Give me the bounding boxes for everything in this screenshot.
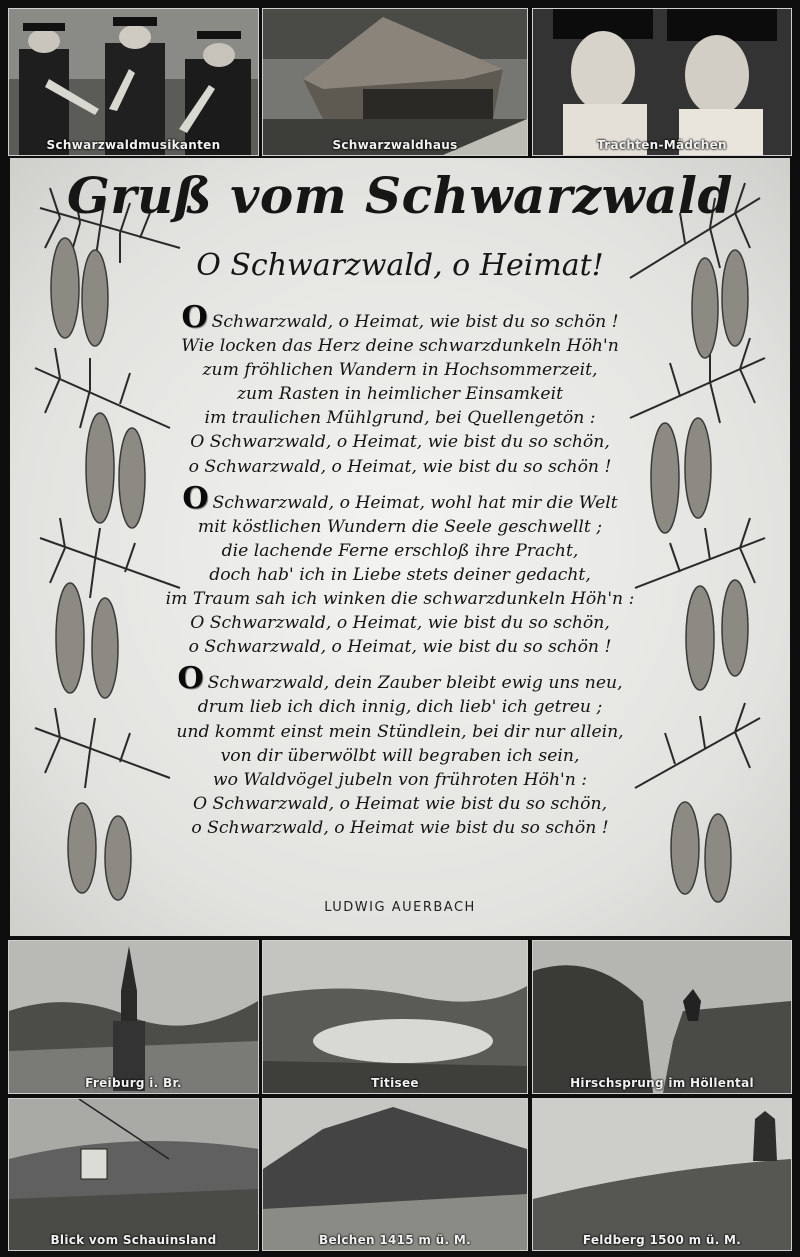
- poem-line: o Schwarzwald, o Heimat, wie bist du so schön !: [188, 637, 612, 658]
- stanza-3: [160, 661, 640, 840]
- poem-line: doch hab' ich in Liebe stets deiner gedacht,: [209, 564, 591, 585]
- photo-titisee: [262, 940, 528, 1094]
- photo-caption: Feldberg 1500 m ü. M.: [582, 1233, 742, 1247]
- poem-line: im traulichen Mühlgrund, bei Quellengetön :: [204, 408, 596, 429]
- photo-schauinsland: [8, 1098, 259, 1251]
- photo-hirschsprung: [532, 940, 792, 1094]
- poem-line: zum Rasten in heimlicher Einsamkeit: [237, 384, 563, 405]
- drop-cap: O: [177, 661, 204, 697]
- photo-caption: Trachten-Mädchen: [597, 138, 727, 152]
- photo-caption: Belchen 1415 m ü. M.: [319, 1233, 471, 1247]
- photo-caption: Blick vom Schauinsland: [50, 1233, 217, 1247]
- photo-caption: Schwarzwaldhaus: [332, 138, 458, 152]
- poem-panel: [10, 158, 790, 936]
- poem-author: LUDWIG AUERBACH: [324, 900, 476, 915]
- photo-caption: Schwarzwaldmusikanten: [46, 138, 221, 152]
- photo-caption: Titisee: [371, 1076, 419, 1090]
- musicians-photo-icon: [9, 9, 258, 155]
- girls-photo-icon: [533, 9, 791, 155]
- poem-line: O Schwarzwald, o Heimat, wie bist du so schön !: [181, 300, 619, 335]
- lake-photo-icon: [263, 941, 527, 1093]
- photo-girls: [532, 8, 792, 156]
- poem-line: wo Waldvögel jubeln von frühroten Höh'n :: [212, 769, 588, 790]
- poem-line: o Schwarzwald, o Heimat, wie bist du so schön !: [188, 456, 612, 477]
- deer-rock-photo-icon: [533, 941, 791, 1093]
- cathedral-photo-icon: [9, 941, 258, 1093]
- card-title: Gruß vom Schwarzwald: [67, 166, 733, 225]
- poem-title: O Schwarzwald, o Heimat!: [196, 248, 604, 283]
- cable-car-photo-icon: [9, 1099, 258, 1250]
- poem-line: zum fröhlichen Wandern in Hochsommerzeit,: [202, 360, 598, 381]
- poem-line: O Schwarzwald, dein Zauber bleibt ewig uns neu,: [177, 661, 623, 697]
- photo-farmhouse: [262, 8, 528, 156]
- drop-cap: O: [181, 300, 208, 335]
- poem-body: [160, 300, 640, 850]
- drop-cap: O: [182, 480, 209, 516]
- poem-line: O Schwarzwald, o Heimat wie bist du so schön,: [192, 793, 608, 814]
- poem-line: O Schwarzwald, o Heimat, wie bist du so schön,: [190, 432, 610, 453]
- poem-line: o Schwarzwald, o Heimat wie bist du so schön !: [191, 817, 609, 838]
- poem-line: und kommt einst mein Stündlein, bei dir nur allein,: [176, 721, 624, 742]
- photo-caption: Hirschsprung im Höllental: [570, 1076, 754, 1090]
- farmhouse-photo-icon: [263, 9, 527, 155]
- stanza-2: [160, 480, 640, 660]
- tower-photo-icon: [533, 1099, 791, 1250]
- photo-caption: Freiburg i. Br.: [85, 1076, 182, 1090]
- poem-line: Wie locken das Herz deine schwarzdunkeln Höh'n: [181, 336, 619, 357]
- poem-line: im Traum sah ich winken die schwarzdunkeln Höh'n :: [165, 589, 635, 610]
- poem-line: von dir überwölbt will begraben ich sein,: [220, 745, 580, 766]
- poem-line: O Schwarzwald, o Heimat, wohl hat mir die Welt: [182, 480, 618, 516]
- poem-line: mit köstlichen Wundern die Seele geschwellt ;: [197, 516, 603, 537]
- photo-freiburg: [8, 940, 259, 1094]
- poem-line: die lachende Ferne erschloß ihre Pracht,: [221, 540, 579, 561]
- stanza-1: [160, 300, 640, 479]
- photo-musicians: [8, 8, 259, 156]
- mountain-photo-icon: [263, 1099, 527, 1250]
- photo-belchen: [262, 1098, 528, 1251]
- photo-feldberg: [532, 1098, 792, 1251]
- poem-line: drum lieb ich dich innig, dich lieb' ich getreu ;: [197, 697, 603, 718]
- poem-line: O Schwarzwald, o Heimat, wie bist du so schön,: [190, 613, 610, 634]
